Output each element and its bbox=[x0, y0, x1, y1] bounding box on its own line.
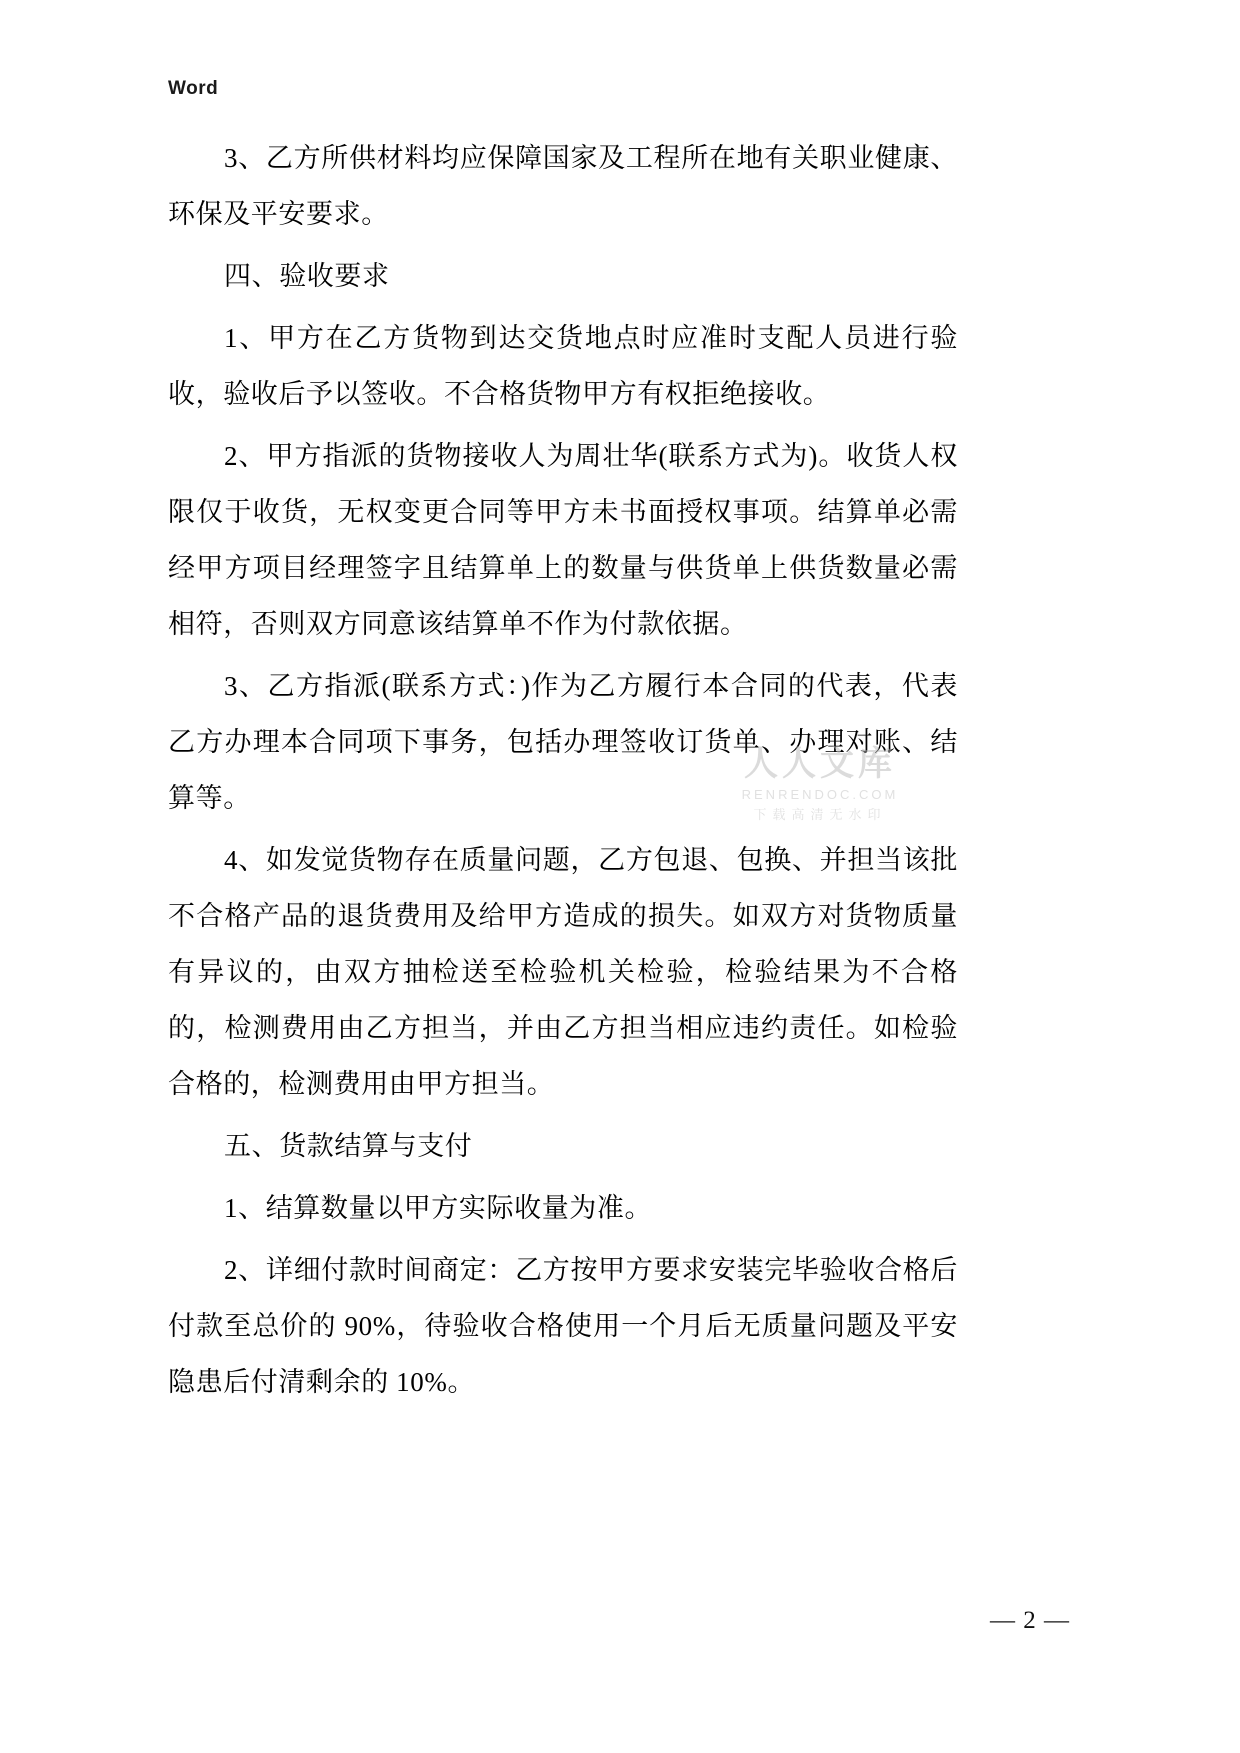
paragraph: 2、甲方指派的货物接收人为周壮华(联系方式为)。收货人权限仅于收货，无权变更合同等甲方未书面授权事项。结算单必需经甲方项目经理签字且结算单上的数量与供货单上供货数量必需相符，否则双方同意该结算单不作为付款依据。 bbox=[168, 441, 958, 639]
paragraph: 1、甲方在乙方货物到达交货地点时应准时支配人员进行验收，验收后予以签收。不合格货物甲方有权拒绝接收。 bbox=[168, 323, 958, 409]
section-heading: 五、货款结算与支付 bbox=[224, 1131, 473, 1161]
paragraph: 4、如发觉货物存在质量问题，乙方包退、包换、并担当该批不合格产品的退货费用及给甲方造成的损失。如双方对货物质量有异议的，由双方抽检送至检验机关检验，检验结果为不合格的，检测费用由乙方担当，并由乙方担当相应违约责任。如检验合格的，检测费用由甲方担当。 bbox=[168, 845, 958, 1099]
paragraph: 3、乙方指派(联系方式：)作为乙方履行本合同的代表，代表乙方办理本合同项下事务，包括办理签收订货单、办理对账、结算等。 bbox=[168, 671, 958, 813]
watermark-site-text: RENRENDOC.COM bbox=[741, 787, 899, 802]
paragraph: 3、乙方所供材料均应保障国家及工程所在地有关职业健康、环保及平安要求。 bbox=[168, 143, 958, 229]
document-body bbox=[168, 130, 958, 1416]
paragraph: 1、结算数量以甲方实际收量为准。 bbox=[224, 1193, 653, 1223]
section-heading: 四、验收要求 bbox=[224, 261, 390, 291]
page-number: — 2 — bbox=[990, 1607, 1070, 1634]
watermark-note-text: 下载高清无水印 bbox=[753, 807, 887, 822]
document-header-label: Word bbox=[168, 78, 219, 99]
paragraph: 2、详细付款时间商定：乙方按甲方要求安装完毕验收合格后付款至总价的 90%，待验收合格使用一个月后无质量问题及平安隐患后付清剩余的 10%。 bbox=[168, 1255, 958, 1397]
watermark-main-text: 人人文库 bbox=[744, 746, 896, 783]
